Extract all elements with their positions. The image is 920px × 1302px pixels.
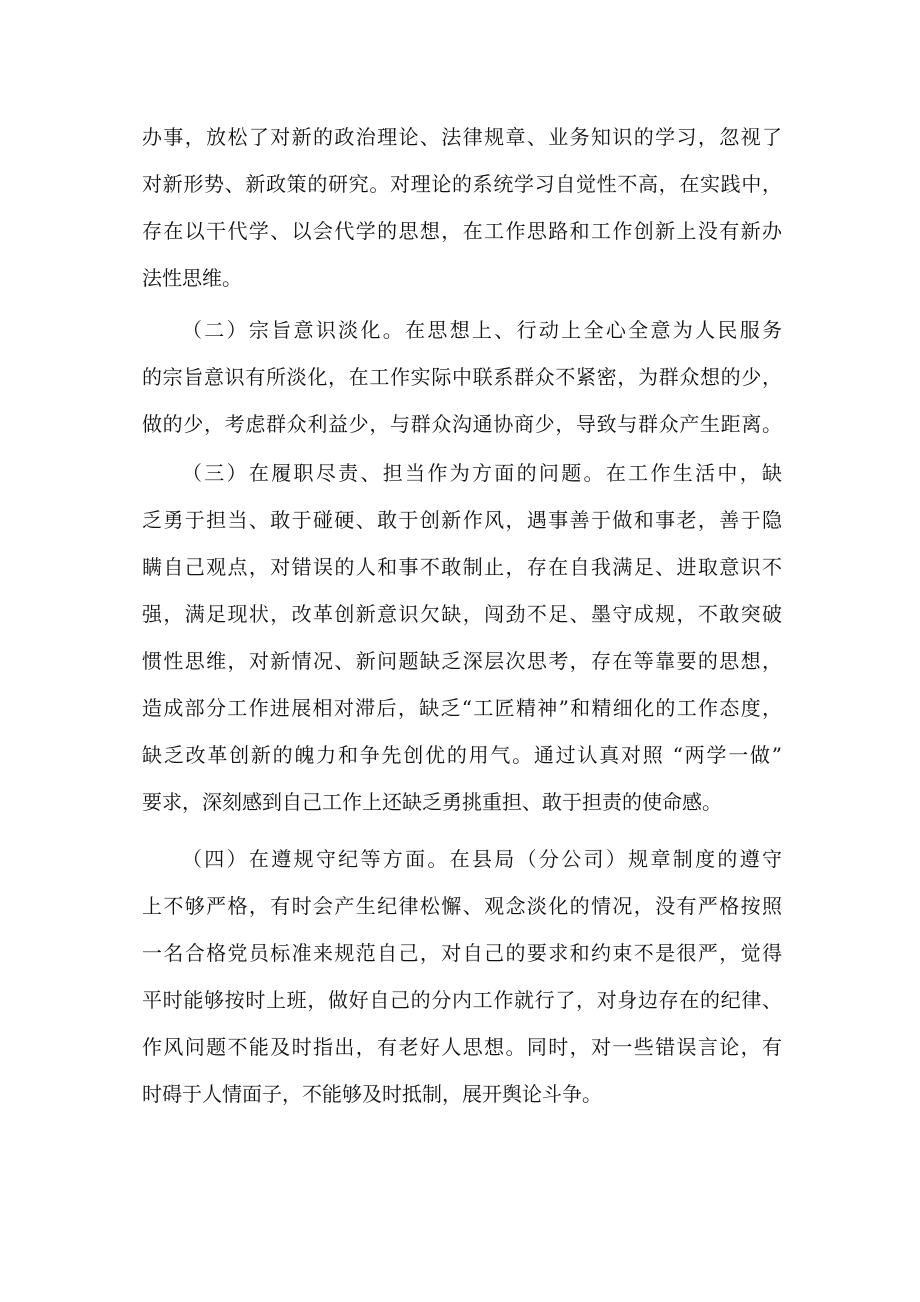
paragraph-heading-line: （二）宗旨意识淡化。在思想上、行动上全心全意为人民服务 bbox=[182, 318, 782, 342]
paragraph-heading-line: （四）在遵规守纪等方面。在县局（分公司）规章制度的遵守 bbox=[182, 847, 782, 871]
text-line: 办事，放松了对新的政治理论、法律规章、业务知识的学习，忽视了 bbox=[142, 125, 782, 149]
text-line: 对新形势、新政策的研究。对理论的系统学习自觉性不高，在实践中， bbox=[142, 172, 782, 196]
text-line: 要求，深刻感到自己工作上还缺乏勇挑重担、敢于担责的使命感。 bbox=[142, 790, 722, 814]
text-line: 作风问题不能及时指出，有老好人思想。同时，对一些错误言论，有 bbox=[142, 1035, 782, 1059]
text-line: 惯性思维，对新情况、新问题缺乏深层次思考，存在等靠要的思想， bbox=[142, 649, 782, 673]
text-line: 乏勇于担当、敢于碰硬、敢于创新作风，遇事善于做和事老，善于隐 bbox=[142, 508, 782, 532]
text-line: 一名合格党员标准来规范自己，对自己的要求和约束不是很严，觉得 bbox=[142, 941, 782, 965]
text-line: 缺乏改革创新的魄力和争先创优的用气。通过认真对照 “两学一做” bbox=[142, 743, 782, 767]
text-line: 瞒自己观点，对错误的人和事不敢制止，存在自我满足、进取意识不 bbox=[142, 555, 782, 579]
text-line: 时碍于人情面子，不能够及时抵制，展开舆论斗争。 bbox=[142, 1082, 602, 1106]
text-line: 造成部分工作进展相对滞后，缺乏“工匠精神”和精细化的工作态度， bbox=[142, 696, 782, 720]
text-line: 强，满足现状，改革创新意识欠缺，闯劲不足、墨守成规，不敢突破 bbox=[142, 602, 782, 626]
text-line: 法性思维。 bbox=[142, 266, 242, 290]
text-line: 平时能够按时上班，做好自己的分内工作就行了，对身边存在的纪律、 bbox=[142, 988, 782, 1012]
paragraph-heading-line: （三）在履职尽责、担当作为方面的问题。在工作生活中，缺 bbox=[182, 461, 782, 485]
text-line: 存在以干代学、以会代学的思想，在工作思路和工作创新上没有新办 bbox=[142, 219, 782, 243]
text-line: 的宗旨意识有所淡化，在工作实际中联系群众不紧密，为群众想的少， bbox=[142, 365, 782, 389]
text-line: 做的少，考虑群众利益少，与群众沟通协商少，导致与群众产生距离。 bbox=[142, 412, 782, 436]
text-line: 上不够严格，有时会产生纪律松懈、观念淡化的情况，没有严格按照 bbox=[142, 894, 782, 918]
